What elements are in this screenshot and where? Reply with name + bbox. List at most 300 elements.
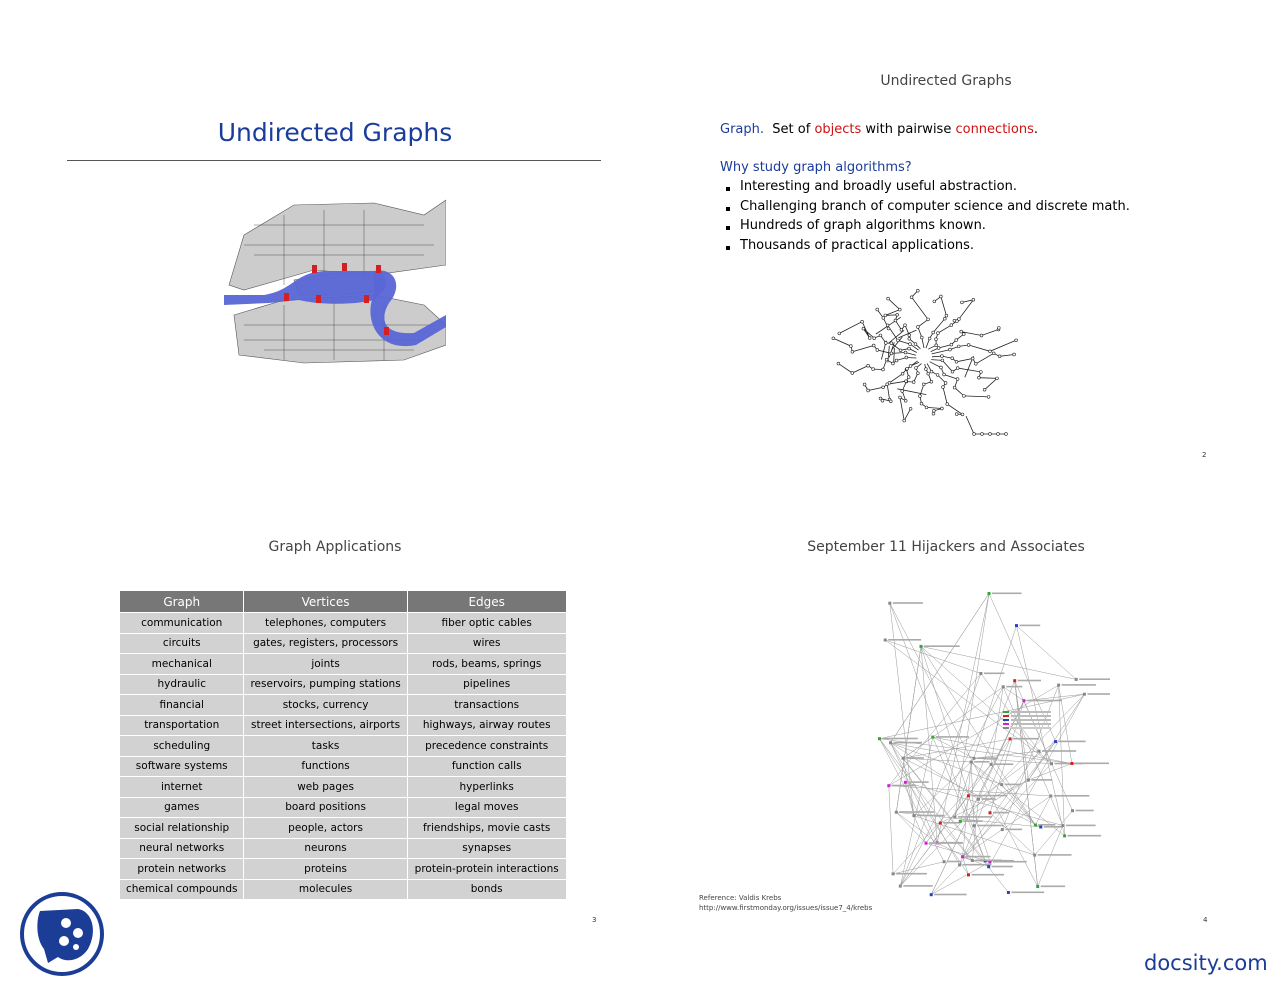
network-node-label	[994, 763, 1013, 765]
network-node-label	[888, 639, 921, 641]
graph-node	[867, 389, 870, 392]
definition-objects: objects	[814, 122, 862, 137]
graph-node	[956, 378, 959, 381]
graph-edge	[966, 416, 1006, 434]
network-node-label	[1062, 684, 1096, 686]
graph-node	[912, 381, 915, 384]
network-edge	[891, 743, 960, 865]
list-item: Challenging branch of computer science and discrete math.	[720, 197, 1240, 217]
network-edge	[940, 823, 972, 861]
network-node	[1034, 824, 1037, 827]
network-node	[973, 824, 976, 827]
network-node	[972, 757, 975, 760]
network-node-label	[1076, 810, 1094, 812]
network-node	[1027, 779, 1030, 782]
graph-network-drawing	[816, 276, 1032, 442]
network-node-label	[1005, 784, 1020, 786]
graph-edge	[931, 360, 997, 390]
graph-node	[887, 297, 890, 300]
network-node-label	[947, 861, 961, 863]
graph-node	[899, 349, 902, 352]
graph-node	[901, 390, 904, 393]
graph-node	[882, 386, 885, 389]
graph-node	[876, 349, 879, 352]
reference-author: Reference: Valdis Krebs	[699, 894, 782, 902]
graph-node	[917, 326, 920, 329]
page-number: 3	[592, 916, 597, 924]
network-edge	[889, 786, 893, 874]
graph-node	[980, 334, 983, 337]
graph-node	[963, 395, 966, 398]
docsity-brand-link[interactable]: docsity.com	[1144, 951, 1268, 975]
network-node	[895, 811, 898, 814]
graph-node	[957, 345, 960, 348]
graph-node	[942, 386, 945, 389]
graph-node	[949, 348, 952, 351]
graph-node	[950, 324, 953, 327]
graph-node	[941, 359, 944, 362]
list-item: Thousands of practical applications.	[720, 236, 1240, 256]
slide3-header: Graph Applications	[268, 539, 402, 555]
network-edge	[921, 646, 1076, 679]
network-node-label	[977, 757, 998, 759]
definition-connections: connections	[955, 122, 1034, 137]
network-edge	[1028, 694, 1084, 780]
graph-node	[882, 368, 885, 371]
graph-node	[899, 396, 902, 399]
network-edge	[955, 626, 1017, 818]
graph-node	[960, 330, 963, 333]
slide2-body	[720, 120, 1240, 255]
table-row: software systems functions function calls	[120, 756, 566, 777]
graph-node	[941, 355, 944, 358]
network-node	[1075, 678, 1078, 681]
hijacker-network-image	[826, 582, 1110, 914]
network-node-label	[1054, 795, 1090, 797]
network-node-label	[1075, 763, 1109, 765]
network-node-label	[981, 798, 995, 800]
network-node	[953, 816, 956, 819]
graph-node	[955, 413, 958, 416]
graph-node	[925, 368, 928, 371]
network-node-label	[893, 602, 923, 604]
network-node	[887, 784, 890, 787]
graph-node	[1015, 339, 1018, 342]
graph-node	[935, 338, 938, 341]
graph-node	[888, 381, 891, 384]
table-row: neural networks neurons synapses	[120, 838, 566, 859]
list-item: Interesting and broadly useful abstraction.	[720, 177, 1240, 197]
list-item: Hundreds of graph algorithms known.	[720, 216, 1240, 236]
graph-node	[996, 377, 999, 380]
graph-node	[978, 376, 981, 379]
network-node	[971, 859, 974, 862]
graph-node	[946, 403, 949, 406]
graph-node	[881, 399, 884, 402]
graph-node	[962, 333, 965, 336]
graph-node	[868, 337, 871, 340]
graph-node	[1005, 433, 1008, 436]
graph-node	[867, 364, 870, 367]
graph-node	[889, 400, 892, 403]
graph-node	[908, 337, 911, 340]
graph-node	[945, 314, 948, 317]
network-node	[1009, 737, 1012, 740]
network-node-label	[1066, 825, 1096, 827]
graph-node	[896, 313, 899, 316]
graph-node	[989, 433, 992, 436]
title-divider	[67, 160, 601, 161]
graph-node	[838, 332, 841, 335]
network-node	[1061, 824, 1064, 827]
graph-node	[981, 433, 984, 436]
graph-node	[933, 300, 936, 303]
network-node	[959, 820, 962, 823]
network-node	[1015, 624, 1018, 627]
network-node-label	[1038, 854, 1072, 856]
network-node	[1007, 891, 1010, 894]
network-node-label	[1031, 779, 1052, 781]
definition-text-2: with pairwise	[865, 122, 952, 137]
network-node-label	[1038, 824, 1055, 826]
network-node-label	[894, 742, 923, 744]
network-node	[1083, 693, 1086, 696]
graph-node	[992, 352, 995, 355]
network-node	[925, 842, 928, 845]
network-node-label	[917, 815, 945, 817]
konigsberg-map-image	[224, 195, 446, 365]
graph-node	[920, 402, 923, 405]
table-row: social relationship people, actors friendships, movie casts	[120, 818, 566, 839]
network-node-label	[974, 761, 989, 763]
table-row: scheduling tasks precedence constraints	[120, 736, 566, 757]
graph-edge	[932, 340, 1016, 354]
graph-node	[908, 334, 911, 337]
graph-node	[930, 380, 933, 383]
network-node	[904, 781, 907, 784]
network-edge	[896, 812, 926, 843]
table-row: circuits gates, registers, processors wires	[120, 633, 566, 654]
graph-node	[892, 362, 895, 365]
graph-node	[940, 295, 943, 298]
graph-node	[915, 367, 918, 370]
network-node	[899, 885, 902, 888]
graph-node	[922, 383, 925, 386]
graph-node	[961, 301, 964, 304]
graph-node	[914, 343, 917, 346]
graph-node	[903, 419, 906, 422]
network-node-label	[992, 866, 1013, 868]
network-node	[931, 736, 934, 739]
network-node-label	[896, 873, 927, 875]
network-node-label	[1044, 826, 1062, 828]
network-node-label	[1018, 680, 1041, 682]
graph-node	[917, 372, 920, 375]
graph-node	[901, 372, 904, 375]
graph-edge	[912, 291, 929, 348]
network-edge	[963, 762, 972, 857]
column-header-graph: Graph	[120, 591, 244, 613]
bullet-icon	[726, 226, 730, 230]
network-edge	[921, 646, 1052, 763]
network-node	[961, 855, 964, 858]
graph-node	[980, 371, 983, 374]
network-node	[1000, 783, 1003, 786]
graph-node	[983, 388, 986, 391]
network-node-label	[984, 673, 1004, 675]
graph-node	[916, 289, 919, 292]
graph-node	[895, 359, 898, 362]
network-node-label	[1020, 625, 1041, 627]
graph-node	[890, 352, 893, 355]
network-node	[1039, 826, 1042, 829]
table-row: hydraulic reservoirs, pumping stations pipelines	[120, 674, 566, 695]
graph-node	[909, 343, 912, 346]
graph-node	[872, 368, 875, 371]
table-row: mechanical joints rods, beams, springs	[120, 654, 566, 675]
graph-node	[950, 343, 953, 346]
graph-node	[932, 412, 935, 415]
network-edge	[931, 862, 990, 895]
slide2-header: Undirected Graphs	[880, 73, 1012, 89]
graph-node	[904, 351, 907, 354]
network-node	[1036, 885, 1039, 888]
network-node	[1071, 809, 1074, 812]
table-row: internet web pages hyperlinks	[120, 777, 566, 798]
graph-node	[953, 319, 956, 322]
graph-node	[906, 367, 909, 370]
network-node	[1022, 699, 1025, 702]
graph-node	[935, 344, 938, 347]
docsity-logo-icon	[18, 891, 106, 977]
network-node-label	[1027, 700, 1062, 702]
graph-node	[997, 327, 1000, 330]
graph-node	[974, 362, 977, 365]
graph-node	[936, 374, 939, 377]
network-node-label	[1006, 686, 1022, 688]
network-edge	[890, 603, 985, 861]
network-node	[888, 602, 891, 605]
graph-node	[862, 327, 865, 330]
network-node	[1033, 854, 1036, 857]
network-node	[967, 873, 970, 876]
slide1-title: Undirected Graphs	[217, 118, 453, 147]
network-node-label	[899, 811, 934, 813]
network-node	[1002, 685, 1005, 688]
graph-node	[882, 317, 885, 320]
graph-node	[928, 337, 931, 340]
network-edge	[893, 862, 944, 874]
graph-node	[851, 372, 854, 375]
network-node	[979, 672, 982, 675]
reasons-list	[720, 177, 1240, 255]
column-header-vertices: Vertices	[244, 591, 407, 613]
network-node-label	[1079, 678, 1110, 680]
network-node-label	[908, 781, 928, 783]
network-node-label	[936, 736, 969, 738]
network-node-label	[903, 885, 933, 887]
graph-node	[879, 334, 882, 337]
network-edge	[1038, 826, 1063, 887]
network-node-label	[1042, 750, 1076, 752]
bullet-icon	[726, 246, 730, 250]
graph-node	[861, 320, 864, 323]
network-edge	[885, 640, 981, 674]
graph-node	[972, 298, 975, 301]
network-node-label	[963, 864, 992, 866]
network-node-label	[993, 812, 1009, 814]
network-node	[878, 737, 881, 740]
network-node	[1063, 834, 1066, 837]
network-edge	[1002, 685, 1058, 830]
network-node-label	[1011, 892, 1044, 894]
table-row: chemical compounds molecules bonds	[120, 879, 566, 899]
table-row: protein networks proteins protein-protein interactions	[120, 859, 566, 880]
network-node-label	[1068, 835, 1102, 837]
graph-node	[951, 357, 954, 360]
network-node	[884, 639, 887, 642]
network-edge	[937, 594, 989, 843]
graph-node	[920, 336, 923, 339]
graph-node	[956, 367, 959, 370]
graph-node	[894, 319, 897, 322]
network-edge	[914, 816, 926, 844]
network-node	[970, 761, 973, 764]
network-node-label	[892, 785, 916, 787]
graph-node	[997, 433, 1000, 436]
graph-node	[873, 337, 876, 340]
graph-node	[943, 317, 946, 320]
graph-node	[876, 308, 879, 311]
slide4-header: September 11 Hijackers and Associates	[807, 539, 1085, 555]
graph-edge	[894, 348, 895, 362]
definition-end: .	[1033, 122, 1039, 137]
graph-node	[908, 347, 911, 350]
graph-node	[885, 358, 888, 361]
network-node-label	[1087, 693, 1110, 695]
network-edge	[963, 857, 969, 875]
graph-node	[961, 413, 964, 416]
network-node	[902, 757, 905, 760]
definition-label: Graph.	[720, 122, 765, 137]
graph-node	[919, 395, 922, 398]
bullet-icon	[726, 207, 730, 211]
network-edge	[971, 762, 1035, 825]
graph-node	[941, 407, 944, 410]
graph-node	[971, 357, 974, 360]
graph-node	[910, 296, 913, 299]
reference-url: http://www.firstmonday.org/issues/issue7_4/krebs	[699, 904, 873, 912]
graph-node	[890, 342, 893, 345]
table-row: communication telephones, computers fiber optic cables	[120, 613, 566, 634]
graph-node	[897, 339, 900, 342]
network-node	[989, 811, 992, 814]
bullet-icon	[726, 187, 730, 191]
network-node	[889, 741, 892, 744]
graph-node	[940, 366, 943, 369]
network-edge	[931, 865, 959, 895]
graph-node	[887, 327, 890, 330]
network-edge	[891, 594, 990, 743]
graph-node	[998, 355, 1001, 358]
table-row: games board positions legal moves	[120, 797, 566, 818]
network-node-label	[934, 894, 966, 896]
network-edge	[903, 737, 933, 758]
network-node	[943, 860, 946, 863]
network-node-label	[1041, 886, 1065, 888]
graph-node	[925, 406, 928, 409]
network-node-label	[883, 738, 918, 740]
graph-node	[937, 347, 940, 350]
why-study-heading: Why study graph algorithms?	[720, 159, 912, 175]
graph-node	[832, 337, 835, 340]
graph-node	[886, 324, 889, 327]
network-node-label	[929, 842, 963, 844]
network-node-label	[972, 874, 1005, 876]
graph-node	[944, 382, 947, 385]
table-header-row	[120, 591, 566, 613]
graph-node	[930, 370, 933, 373]
network-node-label	[966, 856, 991, 858]
graph-node	[973, 433, 976, 436]
network-node-label	[993, 861, 1027, 863]
graph-node	[905, 356, 908, 359]
graph-node	[943, 373, 946, 376]
network-node-label	[943, 822, 960, 824]
graph-definition	[720, 120, 1240, 140]
network-node-label	[958, 816, 992, 818]
network-node	[930, 893, 933, 896]
graph-applications-table	[120, 591, 567, 899]
graph-node	[955, 360, 958, 363]
network-edge	[1028, 764, 1072, 781]
network-node	[1049, 795, 1052, 798]
network-edge	[933, 737, 974, 758]
network-node	[939, 822, 942, 825]
network-node	[977, 798, 980, 801]
graph-node	[884, 342, 887, 345]
network-node	[892, 872, 895, 875]
graph-node	[951, 370, 954, 373]
network-edge	[885, 640, 1051, 764]
graph-node	[850, 345, 853, 348]
page-number: 4	[1203, 916, 1208, 924]
network-node	[990, 763, 993, 766]
network-node-label	[906, 757, 924, 759]
network-node	[1050, 762, 1053, 765]
network-node	[1057, 684, 1060, 687]
graph-node	[933, 409, 936, 412]
graph-node	[904, 324, 907, 327]
graph-node	[927, 372, 930, 375]
network-edge	[921, 646, 990, 862]
network-node-label	[1005, 829, 1022, 831]
graph-node	[884, 314, 887, 317]
network-node	[1001, 828, 1004, 831]
graph-node	[907, 376, 910, 379]
graph-node	[955, 339, 958, 342]
network-node	[958, 863, 961, 866]
graph-edge	[838, 358, 916, 374]
column-header-edges: Edges	[407, 591, 566, 613]
network-node-label	[971, 795, 1007, 797]
graph-node	[909, 365, 912, 368]
network-node-label	[992, 593, 1022, 595]
graph-node	[837, 362, 840, 365]
network-node	[987, 865, 990, 868]
graph-node	[900, 328, 903, 331]
graph-node	[851, 350, 854, 353]
